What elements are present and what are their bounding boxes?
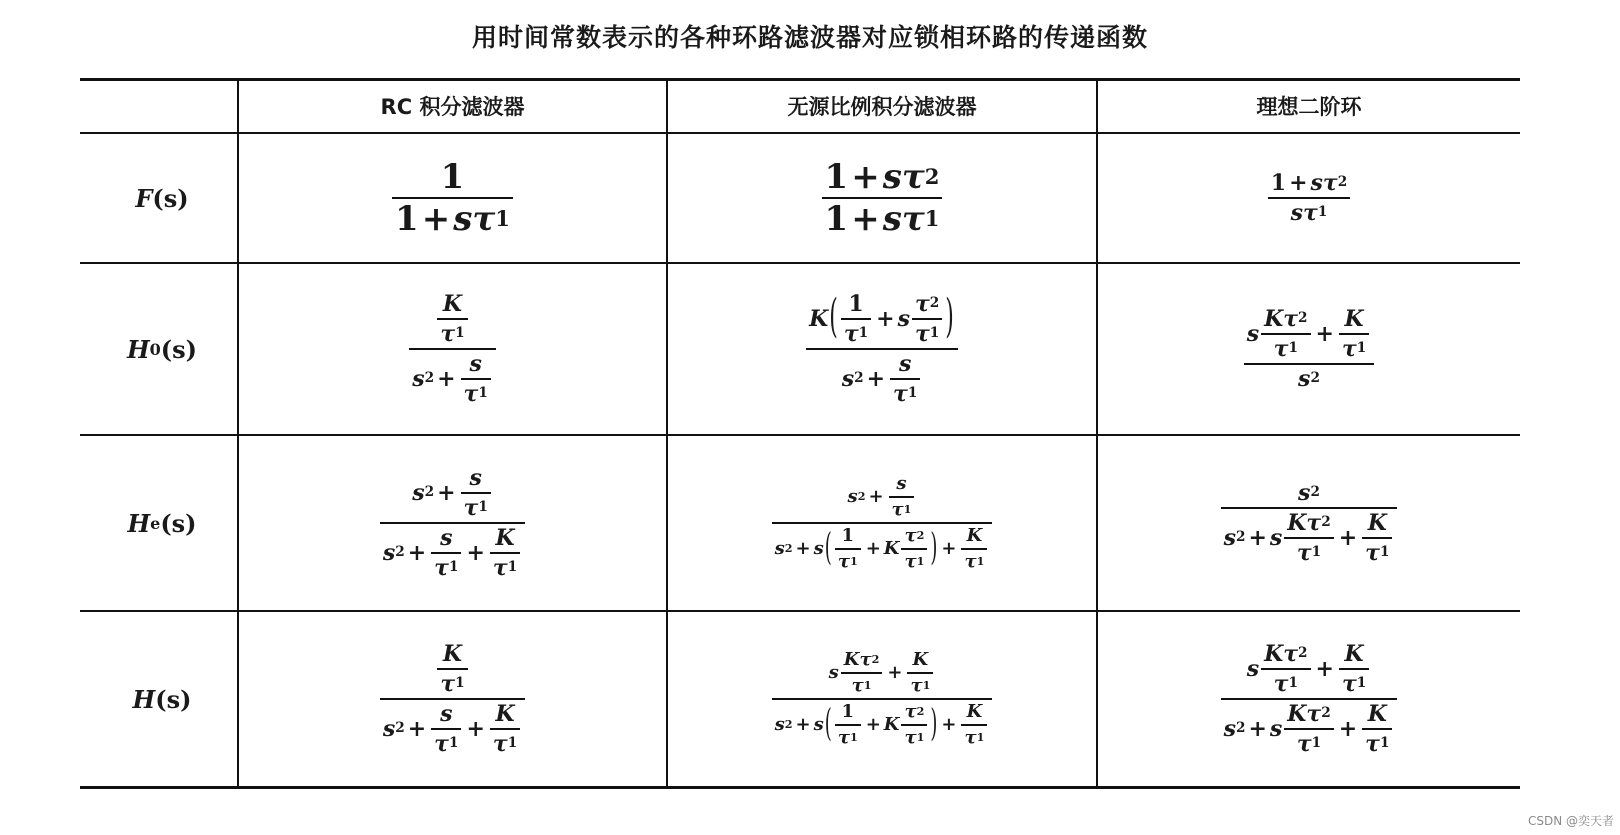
formula-h0-rc: K τ 1 s 2 + s τ 1	[409, 293, 496, 405]
row-label-f: F (s)	[135, 183, 189, 213]
formula-f-passive: 1 + s τ 2 1 + s τ 1	[822, 160, 943, 236]
rule-bottom	[80, 786, 1520, 789]
cell-f-passive	[668, 134, 1096, 262]
table-title: 用时间常数表示的各种环路滤波器对应锁相环路的传递函数	[471, 23, 1148, 52]
cell-f-rc	[239, 134, 666, 262]
formula-he-ideal: s 2 s 2 + s K τ 2 τ 1 + K τ 1	[1221, 482, 1398, 564]
cell-h-ideal	[1098, 612, 1520, 786]
cell-h-passive	[668, 612, 1096, 786]
formula-h0-passive: K ( 1 τ 1 + s τ 2 τ 1 ) s 2 + s τ 1	[806, 293, 958, 405]
formula-he-passive: s 2 + s τ 1 s 2 + s ( 1 τ 1 + K τ 2 τ 1 ) + K τ 1	[772, 475, 993, 571]
cell-f-ideal	[1098, 134, 1520, 262]
watermark: CSDN @奕天者	[1527, 814, 1614, 828]
formula-he-rc: s 2 + s τ 1 s 2 + s τ 1 + K τ 1	[380, 467, 525, 579]
header-ideal-second-order: 理想二阶环	[1256, 95, 1362, 119]
cell-he-ideal	[1098, 436, 1520, 610]
cell-h-rc	[239, 612, 666, 786]
cell-h0-passive	[668, 264, 1096, 434]
header-passive-pi-filter: 无源比例积分滤波器	[787, 95, 977, 119]
cell-h0-rc	[239, 264, 666, 434]
row-label-he: H e (s)	[127, 508, 197, 538]
cell-he-passive	[668, 436, 1096, 610]
formula-h-passive: s K τ 2 τ 1 + K τ 1 s 2 + s ( 1 τ 1 + K τ 2 τ 1 ) + K τ 1	[772, 651, 993, 747]
formula-f-ideal: 1 + s τ 2 s τ 1	[1268, 172, 1350, 224]
formula-h-rc: K τ 1 s 2 + s τ 1 + K τ 1	[380, 643, 525, 755]
row-label-h0: H 0 (s)	[126, 334, 198, 364]
formula-f-rc: 1 1 + s τ 1	[392, 160, 513, 236]
cell-h0-ideal	[1098, 264, 1520, 434]
row-label-h: H (s)	[132, 684, 192, 714]
transfer-function-table	[80, 78, 1520, 818]
formula-h0-ideal: s K τ 2 τ 1 + K τ 1 s 2	[1244, 308, 1375, 390]
cell-he-rc	[239, 436, 666, 610]
formula-h-ideal: s K τ 2 τ 1 + K τ 1 s 2 + s K τ 2 τ 1 + K τ 1	[1221, 643, 1398, 755]
header-rc-filter: RC 积分滤波器	[380, 95, 525, 119]
